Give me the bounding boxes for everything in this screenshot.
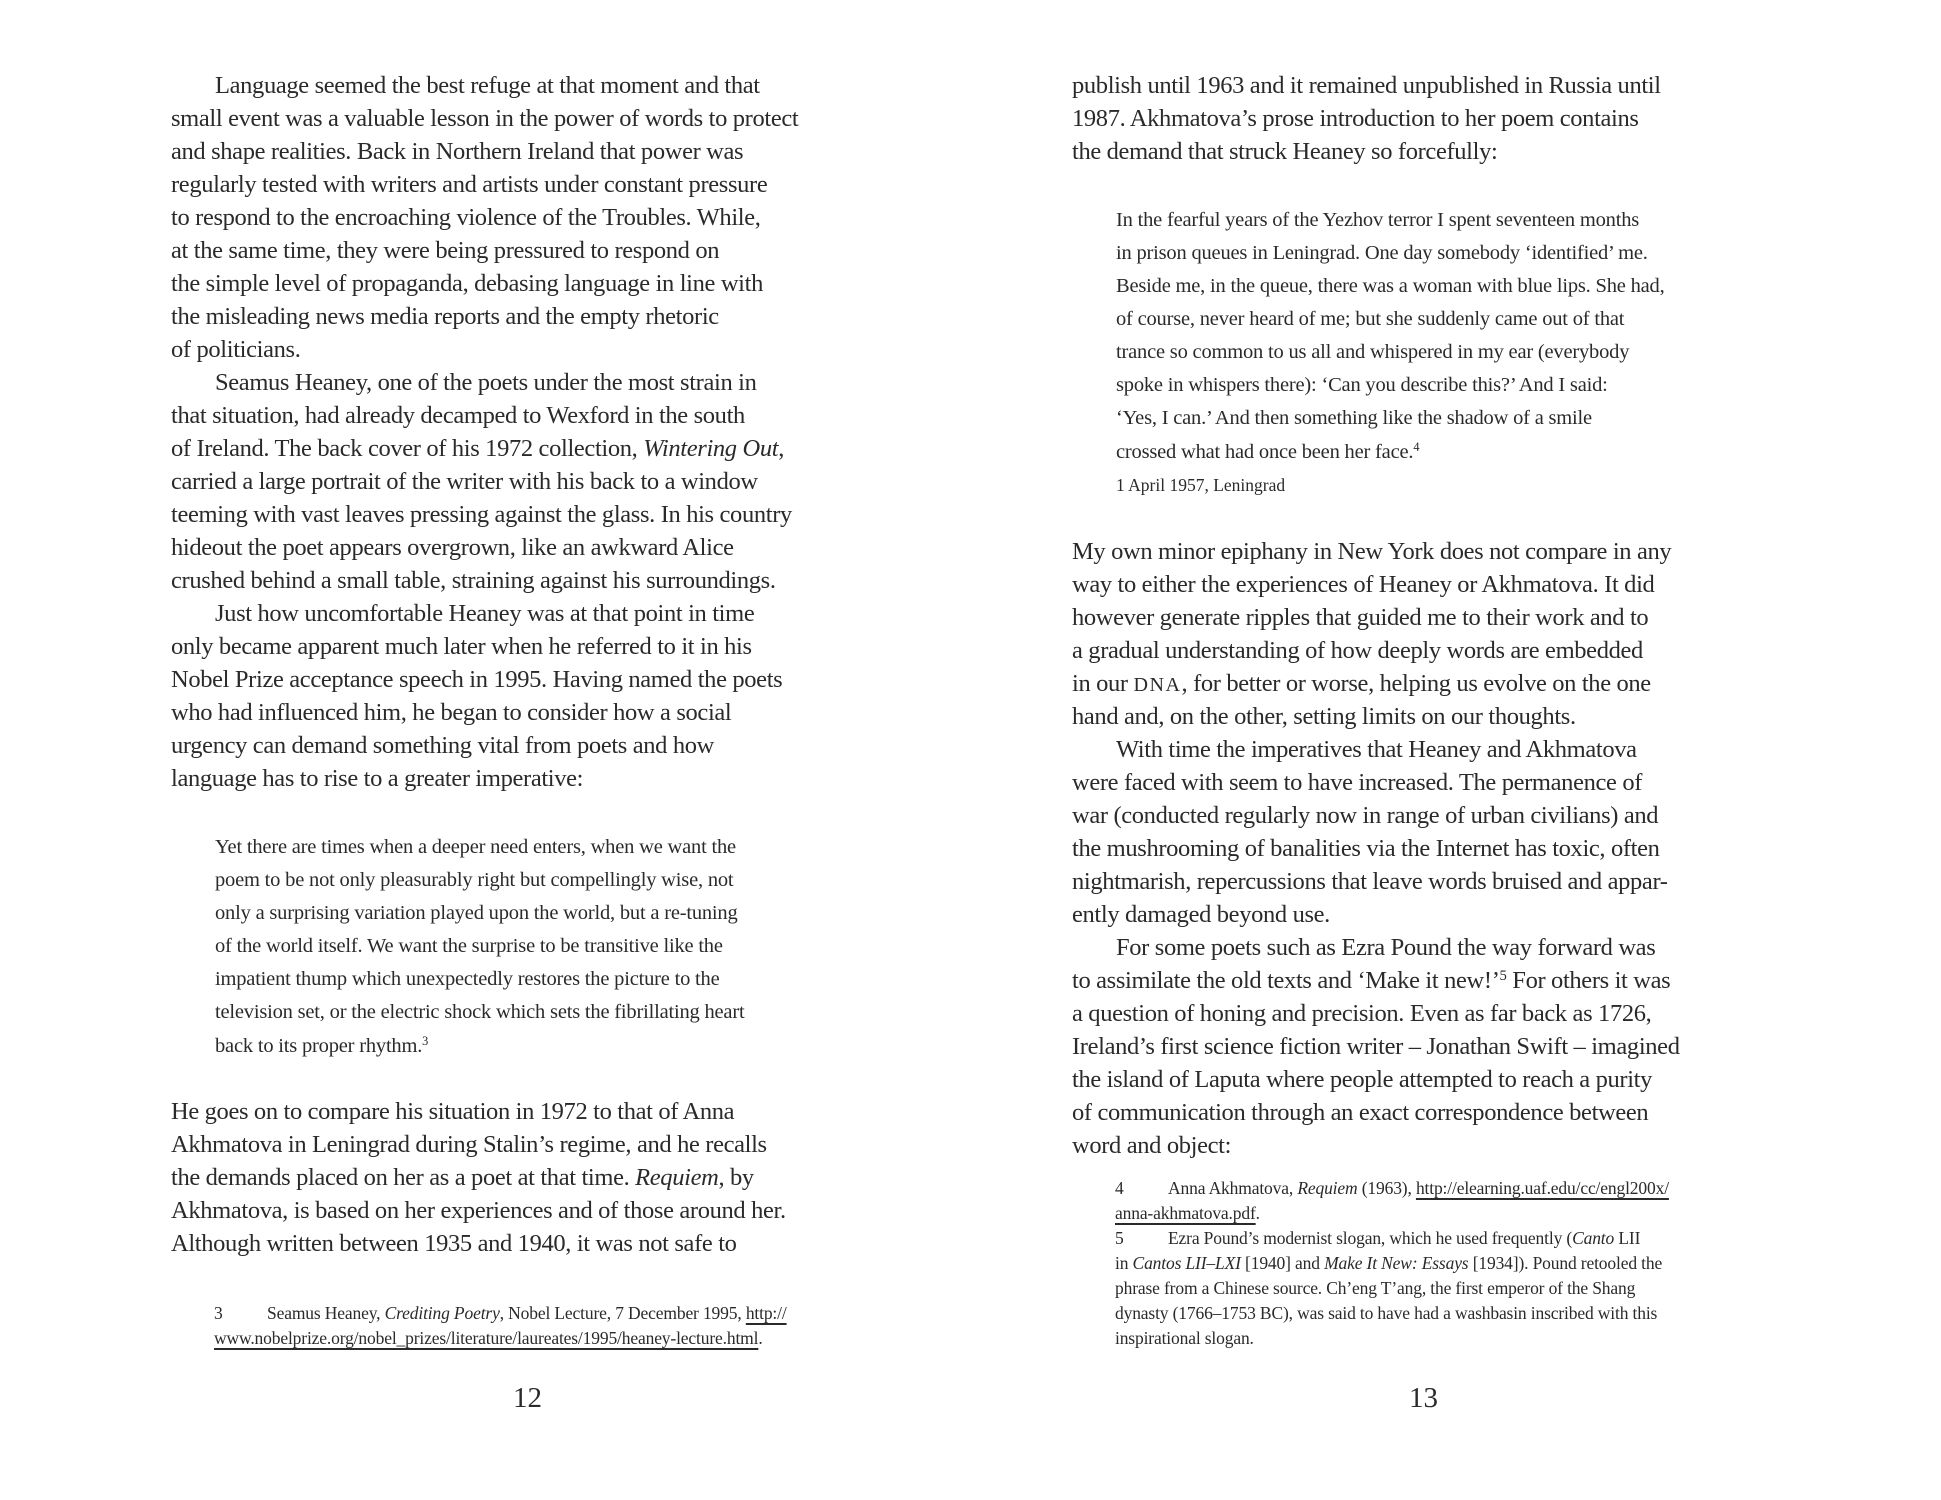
footnote-reference[interactable]: 4 <box>1413 440 1420 454</box>
footnote-line <box>1115 1203 1260 1224</box>
text-fragment: , Nobel Lecture, 7 December 1995, <box>499 1303 746 1323</box>
text-line <box>1072 670 1651 698</box>
footnote-link[interactable]: www.nobelprize.org/nobel_prizes/literature/laureates/1995/heaney-lecture.html <box>214 1328 759 1348</box>
text-line: of communication through an exact correspondence between <box>1072 1099 1649 1126</box>
text-line: hand and, on the other, setting limits on our thoughts. <box>1072 703 1576 730</box>
quote-line <box>1116 440 1419 464</box>
footnote-link[interactable]: anna-akhmatova.pdf <box>1115 1203 1256 1223</box>
quote-line: of course, never heard of me; but she suddenly came out of that <box>1116 308 1625 330</box>
quote-line: in prison queues in Leningrad. One day somebody ‘identified’ me. <box>1116 242 1648 264</box>
text-line: who had influenced him, he began to consider how a social <box>171 699 732 726</box>
text-line: to respond to the encroaching violence of the Troubles. While, <box>171 204 761 231</box>
footnote-line: inspirational slogan. <box>1115 1328 1254 1348</box>
quote-line: impatient thump which unexpectedly restores the picture to the <box>215 968 720 990</box>
text-line <box>171 435 784 463</box>
text-line: a gradual understanding of how deeply words are embedded <box>1072 637 1643 664</box>
footnote-link[interactable]: http://elearning.uaf.edu/cc/engl200x/ <box>1415 1178 1669 1198</box>
text-line: Although written between 1935 and 1940, it was not safe to <box>171 1230 737 1257</box>
text-fragment: [1940] and <box>1240 1253 1325 1273</box>
book-title: Canto <box>1572 1228 1615 1248</box>
footnote-line <box>1115 1178 1669 1199</box>
text-line: the demand that struck Heaney so forcefully: <box>1072 138 1498 165</box>
text-fragment: For others it was <box>1506 967 1671 994</box>
page-number: 13 <box>1409 1382 1438 1414</box>
text-fragment: Anna Akhmatova, <box>1168 1178 1298 1198</box>
quote-line: poem to be not only pleasurably right but compellingly wise, not <box>215 869 734 891</box>
quote-line: Yet there are times when a deeper need enters, when we want the <box>215 836 736 858</box>
text-line: hideout the poet appears overgrown, like an awkward Alice <box>171 534 734 561</box>
text-line: Just how uncomfortable Heaney was at that point in time <box>215 600 755 627</box>
footnote-line <box>1115 1253 1662 1274</box>
acronym: DNA <box>1133 674 1182 696</box>
text-line: 1987. Akhmatova’s prose introduction to her poem contains <box>1072 105 1639 132</box>
footnote-line: dynasty (1766–1753 BC), was said to have had a washbasin inscribed with this <box>1115 1303 1658 1323</box>
quote-line: ‘Yes, I can.’ And then something like the shadow of a smile <box>1116 407 1592 429</box>
quote-line: Beside me, in the queue, there was a woman with blue lips. She had, <box>1116 275 1665 297</box>
text-line: language has to rise to a greater imperative: <box>171 765 584 792</box>
quote-line: only a surprising variation played upon the world, but a re-tuning <box>215 902 738 924</box>
text-line: the simple level of propaganda, debasing language in line with <box>171 270 763 297</box>
text-line: My own minor epiphany in New York does not compare in any <box>1072 538 1672 565</box>
text-fragment: back to its proper rhythm. <box>215 1034 423 1057</box>
text-fragment: . <box>1255 1203 1260 1223</box>
footnote-reference[interactable]: 3 <box>422 1034 429 1048</box>
quote-attribution: 1 April 1957, Leningrad <box>1116 475 1286 495</box>
book-title: Requiem <box>1297 1178 1358 1198</box>
text-fragment: (1963), <box>1357 1178 1416 1198</box>
footnote-line <box>1115 1228 1640 1249</box>
text-line <box>171 1164 754 1192</box>
text-line: Language seemed the best refuge at that moment and that <box>215 72 760 99</box>
text-line: Ireland’s first science fiction writer – Jonathan Swift – imagined <box>1072 1033 1680 1060</box>
text-line: Akhmatova, is based on her experiences and of those around her. <box>171 1197 786 1224</box>
text-line: the island of Laputa where people attempted to reach a purity <box>1072 1066 1653 1093</box>
text-fragment: of Ireland. The back cover of his 1972 collection, <box>171 435 644 462</box>
text-line: Seamus Heaney, one of the poets under the most strain in <box>215 369 757 396</box>
right-page <box>970 0 1941 1500</box>
text-line: For some poets such as Ezra Pound the way forward was <box>1116 934 1656 961</box>
footnote-number: 5 <box>1115 1228 1124 1248</box>
text-line: ently damaged beyond use. <box>1072 901 1330 928</box>
quote-line: trance so common to us all and whispered in my ear (everybody <box>1116 341 1630 363</box>
text-line: and shape realities. Back in Northern Ireland that power was <box>171 138 744 165</box>
text-line: With time the imperatives that Heaney and Akhmatova <box>1116 736 1637 763</box>
text-line: the misleading news media reports and the empty rhetoric <box>171 303 719 330</box>
page-number: 12 <box>513 1382 542 1414</box>
text-line: the mushrooming of banalities via the Internet has toxic, often <box>1072 835 1660 862</box>
text-line: of politicians. <box>171 336 301 363</box>
text-line: a question of honing and precision. Even as far back as 1726, <box>1072 1000 1652 1027</box>
text-line: small event was a valuable lesson in the power of words to protect <box>171 105 799 132</box>
quote-line: In the fearful years of the Yezhov terror I spent seventeen months <box>1116 209 1640 231</box>
text-line: at the same time, they were being pressured to respond on <box>171 237 720 264</box>
text-fragment: Ezra Pound’s modernist slogan, which he used frequently ( <box>1168 1228 1573 1248</box>
text-line: crushed behind a small table, straining against his surroundings. <box>171 567 776 594</box>
text-fragment: the demands placed on her as a poet at that time. <box>171 1164 636 1191</box>
text-line: regularly tested with writers and artists under constant pressure <box>171 171 768 198</box>
text-line: publish until 1963 and it remained unpublished in Russia until <box>1072 72 1661 99</box>
text-fragment: , <box>778 435 784 462</box>
footnote-number: 4 <box>1115 1178 1124 1198</box>
footnote-reference[interactable]: 5 <box>1499 967 1507 984</box>
quote-line: spoke in whispers there): ‘Can you describe this?’ And I said: <box>1116 374 1608 396</box>
text-line: carried a large portrait of the writer with his back to a window <box>171 468 758 495</box>
quote-line: television set, or the electric shock which sets the fibrillating heart <box>215 1001 745 1023</box>
text-line: only became apparent much later when he referred to it in his <box>171 633 752 660</box>
text-line: war (conducted regularly now in range of urban civilians) and <box>1072 802 1659 829</box>
footnote-line: phrase from a Chinese source. Ch’eng T’ang, the first emperor of the Shang <box>1115 1278 1636 1298</box>
text-fragment: LII <box>1614 1228 1641 1248</box>
text-line: way to either the experiences of Heaney or Akhmatova. It did <box>1072 571 1655 598</box>
text-line: urgency can demand something vital from poets and how <box>171 732 715 759</box>
book-title: Crediting Poetry <box>384 1303 500 1323</box>
footnote-line <box>214 1303 787 1324</box>
book-title: Cantos LII–LXI <box>1132 1253 1241 1273</box>
text-line: nightmarish, repercussions that leave words bruised and appar- <box>1072 868 1668 895</box>
text-fragment: , for better or worse, helping us evolve on the one <box>1181 670 1651 697</box>
footnote-link[interactable]: http:// <box>745 1303 787 1323</box>
quote-line <box>215 1034 428 1058</box>
text-line: word and object: <box>1072 1132 1232 1159</box>
quote-line: of the world itself. We want the surprise to be transitive like the <box>215 935 723 957</box>
footnote-number: 3 <box>214 1303 223 1323</box>
footnote-line <box>214 1328 763 1349</box>
text-line <box>1072 967 1670 995</box>
text-fragment: in our <box>1072 670 1134 697</box>
text-fragment: , by <box>718 1164 754 1191</box>
text-line: were faced with seem to have increased. The permanence of <box>1072 769 1643 796</box>
book-title: Wintering Out <box>643 435 779 462</box>
text-line: He goes on to compare his situation in 1972 to that of Anna <box>171 1098 735 1125</box>
left-page <box>0 0 970 1500</box>
text-line: that situation, had already decamped to Wexford in the south <box>171 402 745 429</box>
text-line: teeming with vast leaves pressing against the glass. In his country <box>171 501 792 528</box>
text-fragment: . <box>758 1328 763 1348</box>
text-line: however generate ripples that guided me to their work and to <box>1072 604 1649 631</box>
book-title: Requiem <box>635 1164 719 1191</box>
text-line: Nobel Prize acceptance speech in 1995. Having named the poets <box>171 666 783 693</box>
text-fragment: to assimilate the old texts and ‘Make it new!’ <box>1072 967 1500 994</box>
text-fragment: [1934]). Pound retooled the <box>1468 1253 1663 1273</box>
text-fragment: crossed what had once been her face. <box>1116 440 1414 463</box>
book-title: Make It New: Essays <box>1324 1253 1469 1273</box>
text-fragment: in <box>1115 1253 1133 1273</box>
text-fragment: Seamus Heaney, <box>267 1303 385 1323</box>
text-line: Akhmatova in Leningrad during Stalin’s regime, and he recalls <box>171 1131 767 1158</box>
